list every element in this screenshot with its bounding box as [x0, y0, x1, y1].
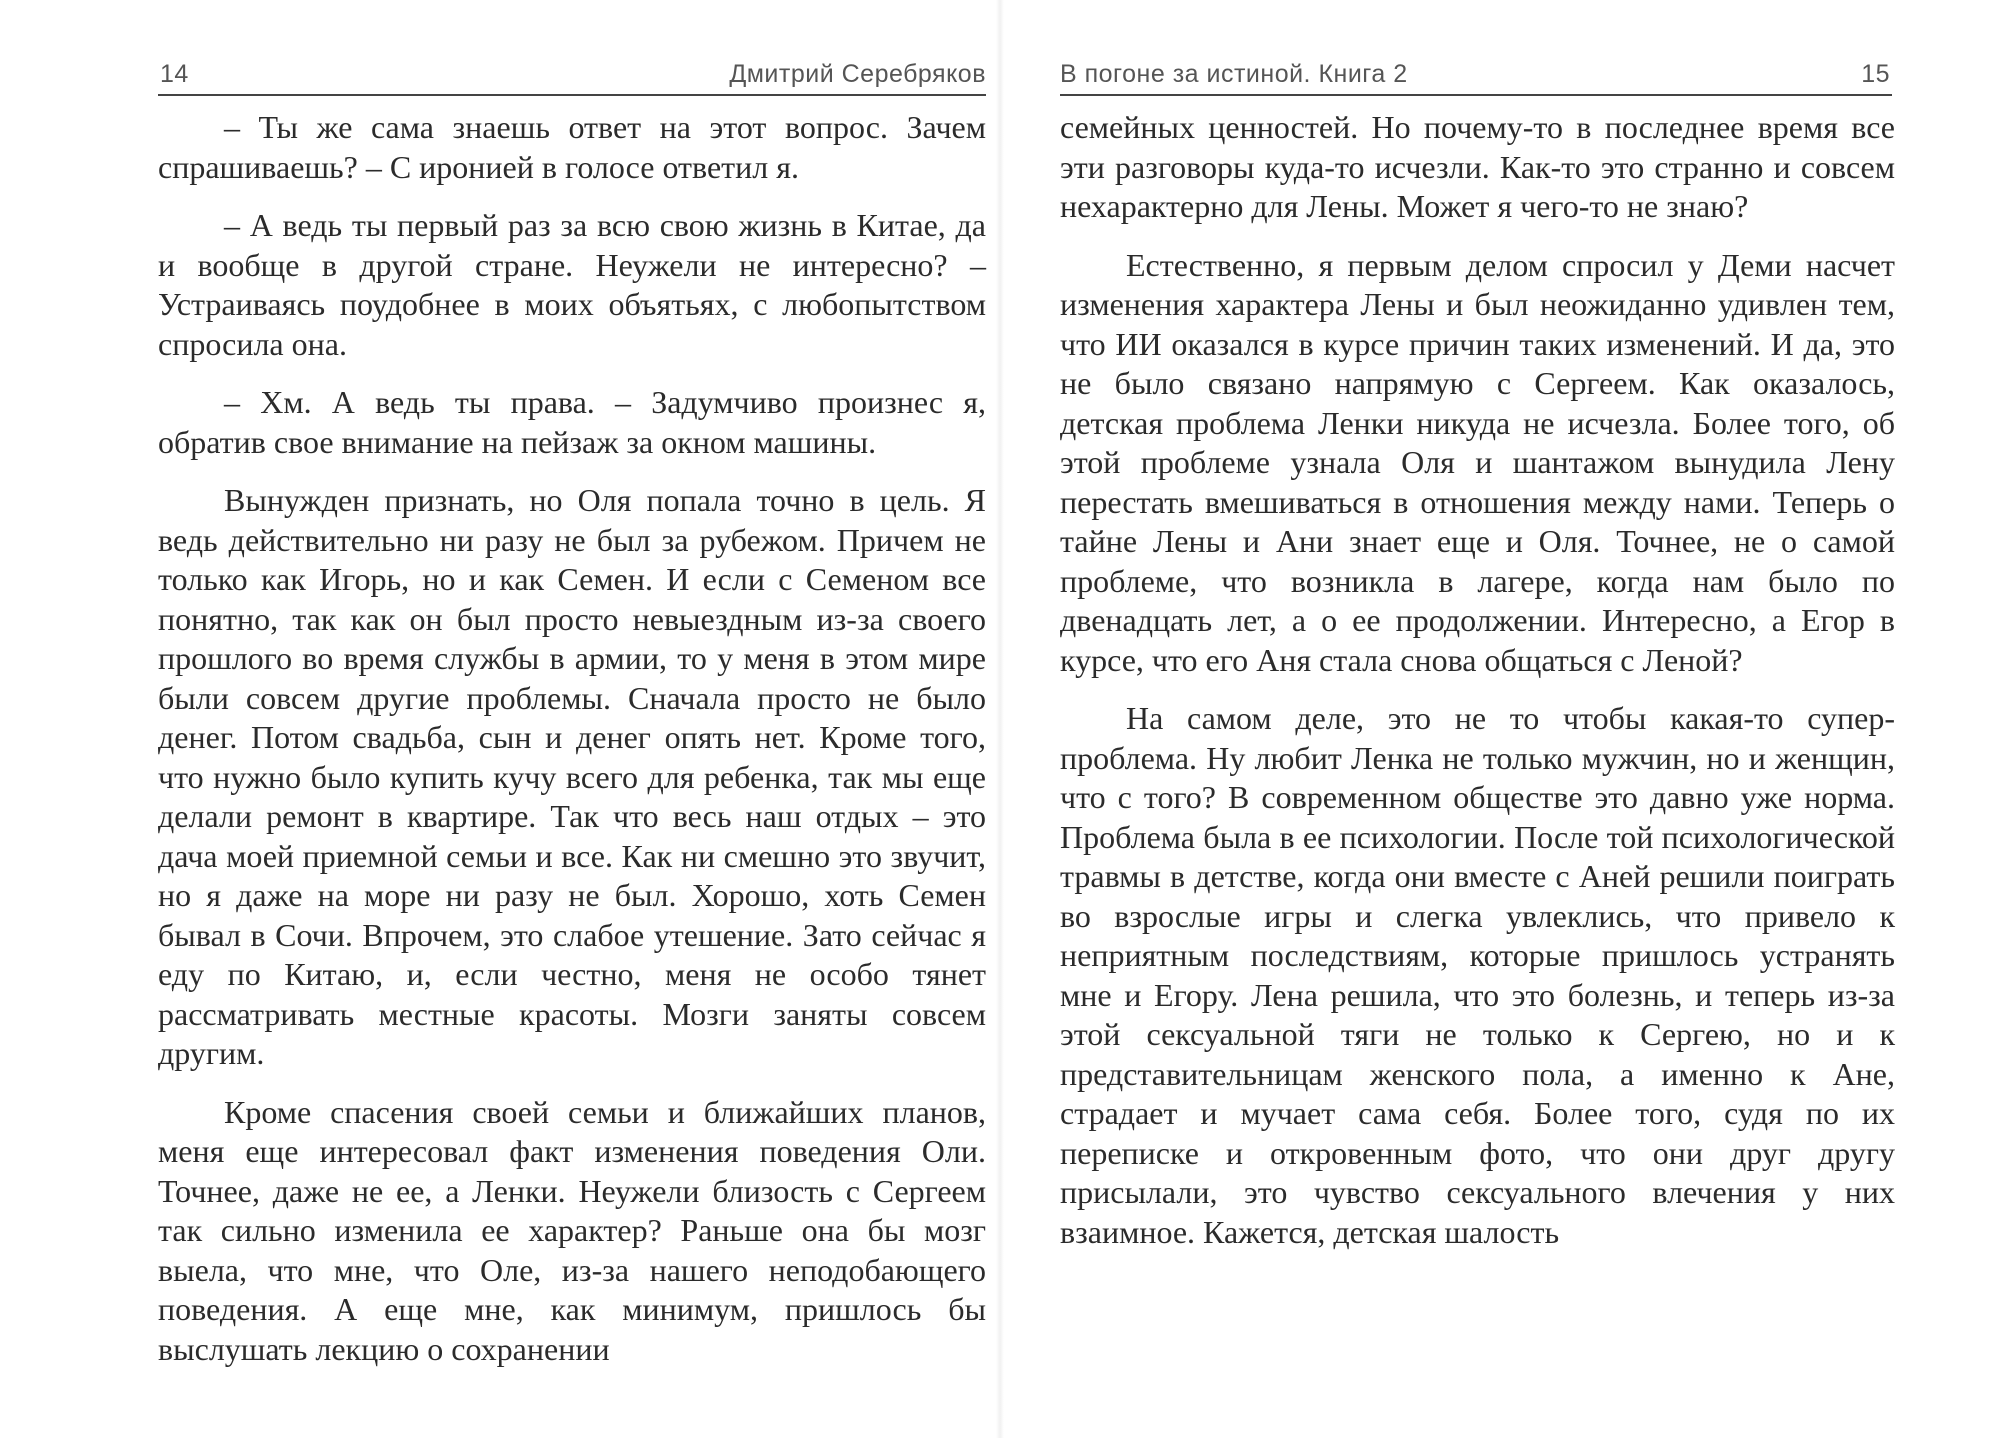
right-page-text	[1060, 108, 1895, 1271]
paragraph-continuation: семейных ценностей. Но почему-то в последнее время все эти разговоры куда-то исчезли. Как-то это странно и совсем нехарактерно для Лены. Может я чего-то не знаю?	[1060, 109, 1895, 224]
right-page	[1000, 0, 2000, 1438]
paragraph: – Ты же сама знаешь ответ на этот вопрос. Зачем спрашиваешь? – С иронией в голосе ответил я.	[158, 109, 986, 185]
left-page-header	[158, 58, 986, 96]
right-page-header	[1060, 58, 1892, 96]
page-number: 14	[160, 60, 189, 88]
left-page-text	[158, 108, 986, 1388]
paragraph: Естественно, я первым делом спросил у Деми насчет изменения характера Лены и был неожиданно удивлен тем, что ИИ оказался в курсе причин таких изменений. И да, это не было связано напрямую с Сергеем. Как оказалось, детская проблема Ленки никуда не исчезла. Более того, об этой проблеме узнала Оля и шантажом вынудила Лену перестать вмешиваться в отношения между нами. Теперь о тайне Лены и Ани знает еще и Оля. Точнее, не о самой проблеме, что возникла в лагере, когда нам было по двенадцать лет, а о ее продолжении. Интересно, а Егор в курсе, что его Аня стала снова общаться с Леной?	[1060, 246, 1895, 678]
paragraph: Вынужден признать, но Оля попала точно в цель. Я ведь действительно ни разу не был за рубежом. Причем не только как Игорь, но и как Семен. И если с Семеном все понятно, так как он был просто невыездным из-за своего прошлого во время службы в армии, то у меня в этом мире были совсем другие проблемы. Сначала просто не было денег. Потом свадьба, сын и денег опять нет. Кроме того, что нужно было купить кучу всего для ребенка, так мы еще делали ремонт в квартире. Так что весь наш отдых – это дача моей приемной семьи и все. Как ни смешно это звучит, но я даже на море ни разу не был. Хорошо, хоть Семен бывал в Сочи. Впрочем, это слабое утешение. Зато сейчас я еду по Китаю, и, если честно, меня не особо тянет рассматривать местные красоты. Мозги заняты совсем другим.	[158, 482, 986, 1071]
running-head-title: В погоне за истиной. Книга 2	[1060, 60, 1408, 88]
paragraph: Кроме спасения своей семьи и ближайших планов, меня еще интересовал факт изменения поведения Оли. Точнее, даже не ее, а Ленки. Неужели близость с Сергеем так сильно изменила ее характер? Раньше она бы мозг выела, что мне, что Оле, из-за нашего неподобающего поведения. А еще мне, как минимум, пришлось бы выслушать лекцию о сохранении	[158, 1093, 986, 1367]
paragraph: – Хм. А ведь ты права. – Задумчиво произнес я, обратив свое внимание на пейзаж за окном машины.	[158, 384, 986, 460]
running-head-author: Дмитрий Серебряков	[729, 60, 986, 88]
paragraph: На самом деле, это не то чтобы какая-то супер-проблема. Ну любит Ленка не только мужчин, но и женщин, что с того? В современном обществе это давно уже норма. Проблема была в ее психологии. После той психологической травмы в детстве, когда они вместе с Аней решили поиграть во взрослые игры и слегка увлеклись, что привело к неприятным последствиям, которые пришлось устранять мне и Егору. Лена решила, что это болезнь, и теперь из-за этой сексуальной тяги не только к Сергею, но и к представительницам женского пола, а именно к Ане, страдает и мучает сама себя. Более того, судя по их переписке и откровенным фото, что они друг другу присылали, это чувство сексуального влечения у них взаимное. Кажется, детская шалость	[1060, 700, 1895, 1250]
paragraph: – А ведь ты первый раз за всю свою жизнь в Китае, да и вообще в другой стране. Неужели не интересно? – Устраиваясь поудобнее в моих объятьях, с любопытством спросила она.	[158, 207, 986, 362]
page-number: 15	[1861, 60, 1890, 88]
